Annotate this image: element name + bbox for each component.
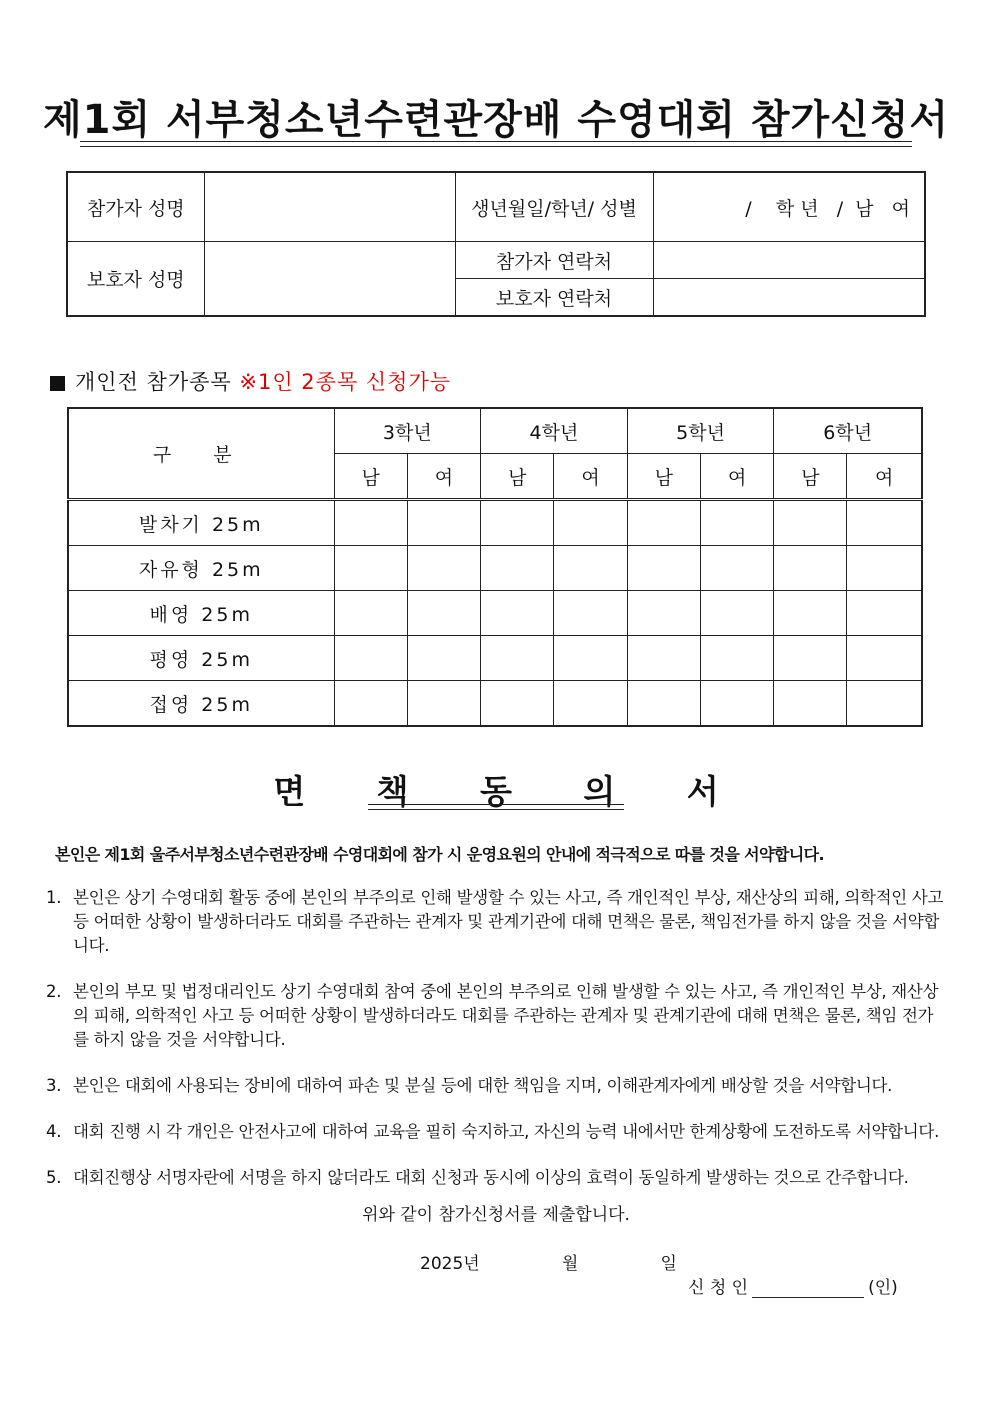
table-row xyxy=(68,546,922,591)
entry-cell[interactable] xyxy=(407,636,480,681)
entry-cell[interactable] xyxy=(847,681,922,727)
entry-cell[interactable] xyxy=(701,636,774,681)
entry-cell[interactable] xyxy=(627,500,700,546)
table-row xyxy=(68,681,922,727)
date-line: 2025년 월 일 xyxy=(420,1254,677,1274)
list-item: 2. 본인의 부모 및 법정대리인도 상기 수영대회 참여 중에 본인의 부주의로 인해 발생할 수 있는 사고, 즉 개인적인 부상, 재산상의 피해, 의학적인 사고 등 어떠한 상황이 발생하더라도 대회를 주관하는 관계자 및 관계기관에 대해 면책은 물론, 책임 전가를 하지 않을 것을 서약합니다. xyxy=(46,982,939,1049)
entry-cell[interactable] xyxy=(554,591,627,636)
event-name: 평영 25m xyxy=(68,636,334,681)
gender-header: 여 xyxy=(701,454,774,500)
square-bullet-icon xyxy=(50,376,65,391)
birth-grade-gender-label: 생년월일/학년/ 성별 xyxy=(455,172,653,242)
table-row xyxy=(68,591,922,636)
waiver-underline-2 xyxy=(368,809,624,810)
entry-cell[interactable] xyxy=(407,681,480,727)
entry-cell[interactable] xyxy=(847,591,922,636)
event-name: 접영 25m xyxy=(68,681,334,727)
applicant-signature xyxy=(688,1273,898,1298)
entry-cell[interactable] xyxy=(774,636,847,681)
gender-header: 여 xyxy=(847,454,922,500)
participant-info-table xyxy=(66,171,926,317)
entry-cell[interactable] xyxy=(774,546,847,591)
entry-cell[interactable] xyxy=(847,546,922,591)
entry-cell[interactable] xyxy=(407,546,480,591)
entry-cell[interactable] xyxy=(554,636,627,681)
title-underline-2 xyxy=(80,146,912,147)
entry-cell[interactable] xyxy=(481,591,554,636)
waiver-clauses xyxy=(46,886,946,1212)
grade-header: 3학년 xyxy=(334,408,481,454)
entry-cell[interactable] xyxy=(627,591,700,636)
gender-header: 남 xyxy=(774,454,847,500)
list-item: 5. 대회진행상 서명자란에 서명을 하지 않더라도 대회 신청과 동시에 이상의 효력이 동일하게 발생하는 것으로 간주합니다. xyxy=(46,1168,909,1187)
waiver-intro: 본인은 제1회 울주서부청소년수련관장배 수영대회에 참가 시 운영요원의 안내에 적극적으로 따를 것을 서약합니다. xyxy=(55,845,824,864)
entry-cell[interactable] xyxy=(847,500,922,546)
list-item: 1. 본인은 상기 수영대회 활동 중에 본인의 부주의로 인해 발생할 수 있는 사고, 즉 개인적인 부상, 재산상의 피해, 의학적인 사고 등 어떠한 상황이 발생하더라도 대회를 주관하는 관계자 및 관계기관에 대해 면책은 물론, 책임전가를 하지 않을 것을 서약합니다. xyxy=(46,888,944,955)
birth-grade-gender-field[interactable]: / 학 년 / 남 여 xyxy=(653,172,925,242)
waiver-title: 면 책 동 의 서 xyxy=(273,772,749,811)
participant-contact-label: 참가자 연락처 xyxy=(455,242,653,279)
entry-cell[interactable] xyxy=(481,546,554,591)
guardian-name-field[interactable] xyxy=(204,242,455,317)
gender-header: 남 xyxy=(481,454,554,500)
waiver-underline xyxy=(368,804,624,805)
entry-cell[interactable] xyxy=(334,636,407,681)
entry-cell[interactable] xyxy=(334,500,407,546)
signature-field[interactable] xyxy=(752,1279,864,1298)
entry-cell[interactable] xyxy=(334,546,407,591)
entry-cell[interactable] xyxy=(481,500,554,546)
events-table xyxy=(67,407,923,727)
section-note: ※1인 2종목 신청가능 xyxy=(239,370,452,394)
gender-header: 남 xyxy=(627,454,700,500)
event-section-header xyxy=(50,366,451,396)
page-title: 제1회 서부청소년수련관장배 수영대회 참가신청서 xyxy=(42,97,950,143)
list-item: 4. 대회 진행 시 각 개인은 안전사고에 대하여 교육을 필히 숙지하고, 자신의 능력 내에서만 한계상황에 도전하도록 서약합니다. xyxy=(46,1122,940,1141)
grade-header: 4학년 xyxy=(481,408,628,454)
guardian-name-label: 보호자 성명 xyxy=(67,242,204,317)
entry-cell[interactable] xyxy=(774,681,847,727)
table-row xyxy=(68,500,922,546)
gender-header: 남 xyxy=(334,454,407,500)
entry-cell[interactable] xyxy=(334,681,407,727)
entry-cell[interactable] xyxy=(774,591,847,636)
participant-name-label: 참가자 성명 xyxy=(67,172,204,242)
seal-label: (인) xyxy=(868,1278,898,1298)
event-name: 자유형 25m xyxy=(68,546,334,591)
entry-cell[interactable] xyxy=(554,500,627,546)
grade-header: 5학년 xyxy=(627,408,774,454)
grade-header: 6학년 xyxy=(774,408,922,454)
submit-statement: 위와 같이 참가신청서를 제출합니다. xyxy=(362,1205,630,1225)
entry-cell[interactable] xyxy=(701,681,774,727)
entry-cell[interactable] xyxy=(774,500,847,546)
entry-cell[interactable] xyxy=(407,591,480,636)
gender-header: 여 xyxy=(407,454,480,500)
guardian-contact-label: 보호자 연락처 xyxy=(455,279,653,317)
entry-cell[interactable] xyxy=(701,546,774,591)
entry-cell[interactable] xyxy=(407,500,480,546)
event-name: 발차기 25m xyxy=(68,500,334,546)
entry-cell[interactable] xyxy=(627,546,700,591)
entry-cell[interactable] xyxy=(554,546,627,591)
list-item: 3. 본인은 대회에 사용되는 장비에 대하여 파손 및 분실 등에 대한 책임을 지며, 이해관계자에게 배상할 것을 서약합니다. xyxy=(46,1076,893,1095)
guardian-contact-field[interactable] xyxy=(653,279,925,317)
section-label: 개인전 참가종목 xyxy=(75,370,232,394)
table-row xyxy=(68,636,922,681)
category-header: 구 분 xyxy=(68,408,334,500)
entry-cell[interactable] xyxy=(627,636,700,681)
event-name: 배영 25m xyxy=(68,591,334,636)
entry-cell[interactable] xyxy=(554,681,627,727)
participant-name-field[interactable] xyxy=(204,172,455,242)
participant-contact-field[interactable] xyxy=(653,242,925,279)
entry-cell[interactable] xyxy=(334,591,407,636)
title-underline xyxy=(80,141,912,142)
applicant-label: 신 청 인 xyxy=(688,1278,749,1298)
entry-cell[interactable] xyxy=(701,591,774,636)
entry-cell[interactable] xyxy=(481,636,554,681)
gender-header: 여 xyxy=(554,454,627,500)
entry-cell[interactable] xyxy=(627,681,700,727)
entry-cell[interactable] xyxy=(701,500,774,546)
entry-cell[interactable] xyxy=(481,681,554,727)
entry-cell[interactable] xyxy=(847,636,922,681)
